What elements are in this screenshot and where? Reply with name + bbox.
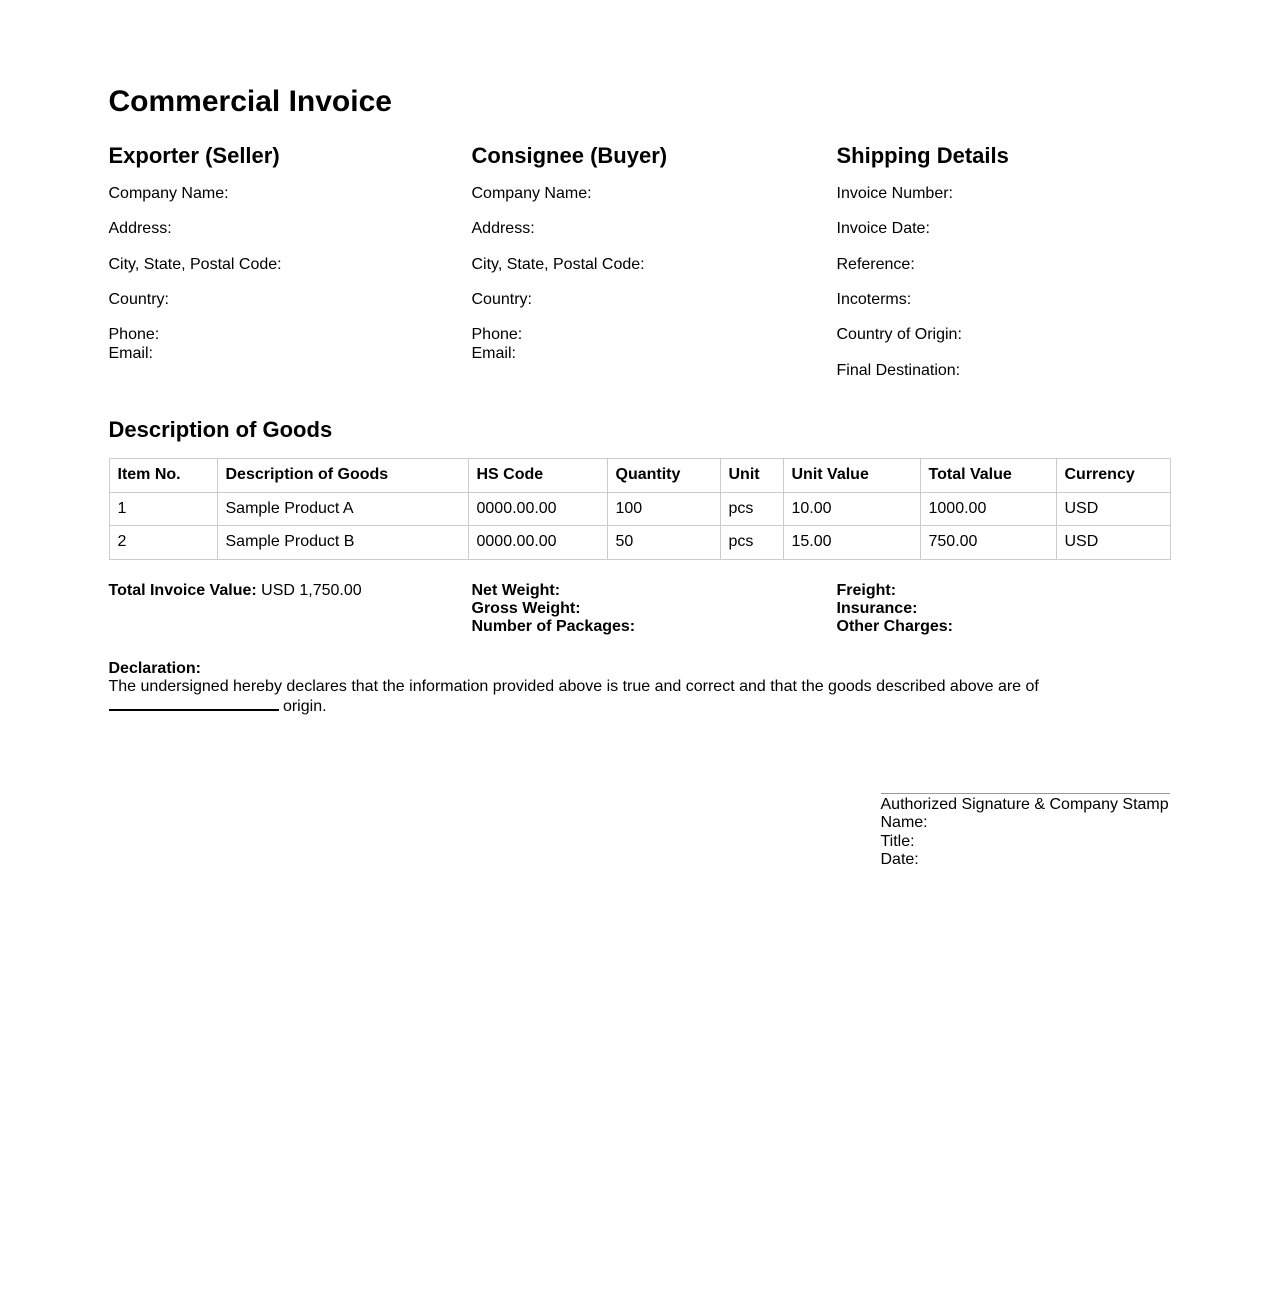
invoice-date-label: Invoice Date: [836, 220, 930, 238]
freight-label: Freight: [836, 581, 897, 599]
goods-table-header-row [109, 459, 1170, 492]
exporter-contact-labels [109, 326, 472, 363]
exporter-country-label: Country: [108, 290, 169, 308]
consignee-email-label: Email: [471, 344, 516, 362]
cell-description: Sample Product B [217, 526, 468, 559]
declaration-origin-suffix: origin. [282, 697, 327, 715]
signature-date-label: Date: [880, 851, 919, 869]
cell-total-value: 750.00 [920, 526, 1056, 559]
country-of-origin-label: Country of Origin: [836, 326, 962, 344]
consignee-company-name-label: Company Name: [471, 184, 592, 202]
exporter-city-label: City, State, Postal Code: [108, 255, 282, 273]
goods-section-heading: Description of Goods [108, 417, 333, 443]
consignee-contact-labels [472, 326, 837, 363]
table-row [109, 526, 1170, 559]
incoterms-label: Incoterms: [836, 290, 912, 308]
consignee-country-label: Country: [471, 290, 532, 308]
gross-weight-label: Gross Weight: [471, 600, 581, 617]
consignee-heading: Consignee (Buyer) [471, 142, 668, 168]
cell-unit: pcs [720, 526, 783, 559]
column-header-unit-value: Unit Value [783, 459, 920, 492]
column-header-hs-code: HS Code [468, 459, 607, 492]
declaration-section [109, 660, 1170, 716]
charges-section [837, 582, 1170, 637]
consignee-address-label: Address: [471, 220, 535, 238]
cell-item-no: 1 [109, 492, 217, 525]
column-header-description: Description of Goods [217, 459, 468, 492]
total-invoice-value-amount: USD 1,750.00 [261, 581, 362, 599]
cell-quantity: 50 [607, 526, 720, 559]
shipping-details-section [837, 143, 1170, 398]
net-weight-label: Net Weight: [471, 581, 561, 599]
shipping-details-heading: Shipping Details [836, 142, 1009, 168]
column-header-unit: Unit [720, 459, 783, 492]
cell-hs-code: 0000.00.00 [468, 526, 607, 559]
declaration-text: The undersigned hereby declares that the information provided above is true and correct and that the goods described above are of [108, 678, 1039, 696]
goods-table [109, 458, 1171, 559]
consignee-section [472, 143, 837, 398]
total-invoice-value-label: Total Invoice Value: [108, 581, 257, 599]
cell-total-value: 1000.00 [920, 492, 1056, 525]
cell-currency: USD [1056, 526, 1170, 559]
cell-item-no: 2 [109, 526, 217, 559]
exporter-address-label: Address: [108, 220, 172, 238]
exporter-section [109, 143, 472, 398]
weights-section [472, 582, 837, 637]
exporter-heading: Exporter (Seller) [108, 142, 280, 168]
parties-section [109, 143, 1170, 398]
cell-unit-value: 10.00 [783, 492, 920, 525]
invoice-document [109, 0, 1170, 1270]
signature-caption: Authorized Signature & Company Stamp [880, 795, 1169, 813]
column-header-quantity: Quantity [607, 459, 720, 492]
consignee-city-label: City, State, Postal Code: [471, 255, 645, 273]
exporter-email-label: Email: [108, 344, 153, 362]
cell-unit-value: 15.00 [783, 526, 920, 559]
cell-currency: USD [1056, 492, 1170, 525]
column-header-total-value: Total Value [920, 459, 1056, 492]
declaration-label: Declaration: [108, 659, 201, 677]
signature-block [881, 793, 1170, 870]
column-header-item-no: Item No. [109, 459, 217, 492]
cell-unit: pcs [720, 492, 783, 525]
page-title: Commercial Invoice [108, 85, 392, 118]
number-of-packages-label: Number of Packages: [471, 618, 636, 636]
column-header-currency: Currency [1056, 459, 1170, 492]
signature-title-label: Title: [880, 832, 915, 850]
cell-quantity: 100 [607, 492, 720, 525]
exporter-company-name-label: Company Name: [108, 184, 229, 202]
other-charges-label: Other Charges: [836, 618, 953, 636]
table-row [109, 492, 1170, 525]
cell-hs-code: 0000.00.00 [468, 492, 607, 525]
reference-label: Reference: [836, 255, 915, 273]
consignee-phone-label: Phone: [471, 326, 523, 344]
total-invoice-value [109, 582, 472, 637]
cell-description: Sample Product A [217, 492, 468, 525]
invoice-number-label: Invoice Number: [836, 184, 953, 202]
final-destination-label: Final Destination: [836, 361, 961, 379]
totals-section [109, 582, 1170, 637]
origin-blank-line [109, 697, 279, 711]
signature-name-label: Name: [880, 814, 928, 832]
exporter-phone-label: Phone: [108, 326, 160, 344]
insurance-label: Insurance: [836, 600, 918, 617]
